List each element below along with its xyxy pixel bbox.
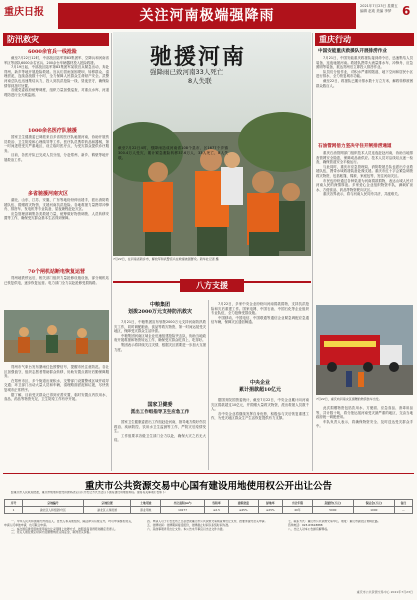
ad-table-header-row bbox=[5, 500, 413, 507]
ad-terms-2: 四、申请人可于公告发布之日起登录重庆市公共资源交易网查询出让文件，按要求提交竞买申请。 五、挂牌时间：挂牌期间接受报价，挂牌截止时间以系统时间为准。 六、其他事项详见出让文件。本公告未尽事宜以出让文件为准。 bbox=[147, 520, 268, 531]
right-photo-caption: 7月22日，重庆向河南灾区捐赠的物资装车出发。 bbox=[316, 397, 382, 401]
right-photo-trucks bbox=[316, 305, 413, 395]
right-subhead-2: 石油管网倍力坚决守住开闸排涝通道 bbox=[318, 144, 392, 149]
ad-terms-1: 一、中华人民共和国境内外的法人、自然人和其他组织，除法律另有规定外，均可申请参加竞买，申请人可单独申请，也可联合申请。 二、本次国有建设用地使用权出让采用网上挂牌方式，按照价高者得原则确定竞得人。 三、竞买人须在规定时间内足额缴纳竞买保证金，取得竞买资格。 bbox=[4, 520, 134, 535]
aid-body-2: 国家卫生健康委派出工作组赶赴河南，指导地方做好伤员救治、疾病防控、饮用水卫生监测等工作，严防灾后疫情发生。 工作组要求各级卫生部门全力以赴，确保大灾之后无大疫。 bbox=[114, 420, 206, 443]
ad-intro: 经重庆市人民政府批准，重庆市规划和自然资源局决定以公开出让方式出让以下国有建设用地使用权。现将有关事项公告如下： bbox=[11, 491, 168, 494]
aid-item-2-sub: 派出工作组指导卫生应急工作 bbox=[130, 410, 190, 415]
left-body-4: 郑州地铁停运后，相关部门组织力量抢修设施设备，部分闸机站已恢复供电，逐步恢复运营。电力部门全力以赴抢修受损线路。 bbox=[4, 276, 109, 285]
section-header-chongqing: 重庆行动 bbox=[315, 33, 414, 46]
main-headline: 驰援河南 bbox=[150, 44, 247, 70]
subheadline-line-2: 8人失联 bbox=[188, 77, 212, 85]
table-header-cell: 出让面积(m²) bbox=[161, 500, 205, 507]
left-body-1: 截至7月22日12时，中部战区陆军第83集团军、空降兵和河南省军区等部队6000余名官兵、200余台车辆器材投入抢险救援。 7月19日起，中部战区陆军第83集团军某旅官兵紧急出动，奔赴郑州、新乡等地开展抢险救援。官兵们冒雨加固堤坝、转移群众、清理淤泥，连续奋战数十小时，全力保障人民群众生命财产安全。武警河南总队也迅速集结兵力，投入到抗洪抢险一线，昼夜坚守，确保险情得到及时处置。 各级党委政府统筹调度，组织力量加强巡查，对重点水库、河道堤防进行全天候监测。 bbox=[4, 56, 109, 97]
right-body-2: 重庆石油管网部门组织技术人员连夜赶赴河南，协助当地排查管网安全隐患，保障成品油供应。技术人员对沿线站点逐一检查，确保管道安全平稳运行。 与此同时，重庆市应急管理局、消防救援总队也派出专业救援队伍，携带水域救援装备赴豫支援。重庆市红十字会紧急调拨救灾物资，包括帐篷、棉被、家庭包等，发往河南灾区。 市民也纷纷通过各种渠道为河南捐款捐物，表达山城人民对河南人民的深情厚谊。多家爱心企业组织物资车队，满载矿泉水、方便食品、药品等物资驶向灾区。 重庆各界表示，将与河南人民同舟共济，共渡难关。 bbox=[316, 151, 413, 197]
section-header-flood: 防汛救灾 bbox=[3, 33, 109, 46]
aid-item-1-title bbox=[120, 302, 200, 316]
right-subhead-1: 中国安能重庆救援队开展排涝作业 bbox=[318, 49, 387, 54]
table-cell: ≥25% bbox=[258, 507, 282, 514]
table-cell: 10277 bbox=[161, 507, 205, 514]
table-cell: ≤2.5 bbox=[205, 507, 229, 514]
table-header-cell: 宗地编号 bbox=[23, 500, 84, 507]
aid-item-2-title bbox=[120, 402, 200, 416]
main-lead: 截至7月22日4时，强降雨造成河南省108个县市、区1677个乡镇300.4万人受灾，累计紧急避险转移37.6万人，33人死亡，8人失联。 bbox=[118, 146, 228, 160]
right-body-1: 7月21日，中国安能重庆救援队接到命令后，迅速集结人员装备，连夜驰援河南。救援队携带大流量排水车、冲锋舟、应急照明等装备，抵达郑州后立即投入排涝作业。 队员们分组作业，对积水严重的隧道、地下空间和居民小区进行排水，全力恢复城市功能。 截至22日，救援队已累计排水数十万立方米，解救转移被困群众数百人。 bbox=[316, 56, 413, 88]
subheadline-line-1: 强降雨已致河南33人死亡 bbox=[150, 68, 224, 76]
aid-body-1: 7月21日，中粮集团宣布划拨2000万元支持河南防汛救灾工作，同时调配粮油、食品等救灾物资，第一时间运抵受灾地区，保障受灾群众生活所需。 中粮集团河南区域企业迅速组建抢险突击队，协助当地政府开展救援和物资转运工作，确保受灾群众吃得上、吃得好。 集团表示将持续关注灾情，根据灾区需要进一步加大支援力度。 bbox=[114, 320, 206, 352]
page-banner: 关注河南极端强降雨 bbox=[58, 3, 356, 29]
aid-item-1-sub: 划拨2000万元支持防汛救灾 bbox=[128, 309, 192, 315]
aid-trucks-illustration bbox=[316, 305, 413, 395]
ad-terms-3: 七、联系方式：重庆市公共资源交易中心，地址：重庆市渝北区青枫北路。 咨询电话：023-63618888 八、出让人对本公告拥有解释权。 bbox=[288, 520, 381, 531]
left-subhead-4: 70个闸机站断电恢复运营 bbox=[28, 269, 85, 275]
table-header-cell: 出让年限 bbox=[283, 500, 313, 507]
left-photo-rescue bbox=[4, 310, 109, 362]
aid-column-divider bbox=[208, 300, 209, 470]
table-header-cell: 序号 bbox=[5, 500, 23, 507]
aid-item-3-title bbox=[222, 380, 298, 394]
aid-body-3b: 据国务院国资委统计，截至7月22日，中央企业累计向河南灾区捐款超过10亿元，并捐赠大量救灾物资，派出救援人员数千人。 各中央企业将继续发挥自身优势，积极参与灾后恢复重建工作，为受灾地区群众生产生活恢复提供有力支撑。 bbox=[211, 398, 309, 421]
aid-body-3a: 7月22日，多家中央企业纷纷向河南捐款捐物，支持抗洪抢险和灾后重建工作。国家电网、中国石油、中国石化等企业组织专业队伍，全力抢修受损设施。 中国移动、中国电信、中国联通等通信企业紧急调配应急通信车辆，保障灾区通信畅通。 bbox=[211, 302, 309, 325]
table-header-cell: 宗地位置 bbox=[83, 500, 130, 507]
table-cell: ≤45% bbox=[228, 507, 258, 514]
masthead bbox=[0, 0, 417, 32]
left-body-5: 郑州市气象台发布暴雨红色预警信号，提醒市民注意防范。各社区加强值守，组织志愿者帮助群众转移，协助安置点做好后勤保障服务。 在郑州市区，多个街道出现积水，交警部门设置警戒区域并疏导交通；环卫部门出动大量人员和车辆，清理路面淤泥和垃圾，尽快恢复城市正常秩序。 据了解，目前受灾群众已得到妥善安置，临时安置点内饮用水、食品、药品等物资充足，卫生防疫工作有序开展。 bbox=[4, 365, 109, 402]
table-header-cell: 保证金(万元) bbox=[353, 500, 394, 507]
ad-top-rule bbox=[3, 473, 414, 474]
table-cell: 渝北区人和街道 bbox=[83, 507, 130, 514]
table-row bbox=[5, 507, 413, 514]
left-subhead-2: 1000余名医疗队驰援 bbox=[28, 128, 77, 134]
left-paragraph: 截至7月22日12时，中部战区陆军第83集团军、空降兵和河南省军区等部队6000余名官兵、200余台车辆器材投入抢险救援。 bbox=[4, 56, 109, 65]
aid-item-1-org: 中粮集团 bbox=[149, 302, 170, 308]
section-header-aid: 八方支援 bbox=[180, 279, 244, 292]
right-body-3: 此次捐赠物资包括饮用水、方便面、应急食品、消毒用品等，共计数十吨，将分批运抵河南受灾最严重的地区，交由当地政府统一调配使用。 车队负责人表示，将确保物资安全、及时送达受灾群众手中。 bbox=[316, 406, 413, 429]
ad-title: 重庆市公共资源交易中心国有建设用地使用权公开出让公告 bbox=[84, 481, 332, 492]
table-header-cell: 备注 bbox=[394, 500, 412, 507]
table-cell: 1000 bbox=[353, 507, 394, 514]
aid-item-2-org: 国家卫健委 bbox=[147, 402, 173, 408]
table-header-cell: 建筑密度 bbox=[228, 500, 258, 507]
main-photo-caption: 7月22日，在河南省新乡市，解放军和武警官兵在救援被困群众。新华社记者 摄 bbox=[113, 257, 219, 261]
left-subhead-3: 多省驰援河南灾区 bbox=[28, 191, 69, 197]
left-subhead-1: 6000余官兵一线抢险 bbox=[28, 49, 77, 55]
table-cell: 40年 bbox=[283, 507, 313, 514]
column-divider-left bbox=[111, 33, 112, 471]
aid-item-3-org: 中央企业 bbox=[249, 380, 270, 386]
issue-date: 2021年7月23日 星期五 bbox=[360, 4, 398, 8]
newspaper-logo: 重庆日报 bbox=[4, 7, 44, 18]
table-cell: 渝北区人和组团I分区 bbox=[23, 507, 84, 514]
main-subheadline bbox=[150, 68, 223, 86]
table-cell: 1 bbox=[5, 507, 23, 514]
rescue-photo-illustration bbox=[4, 310, 109, 362]
aid-item-3-sub: 累计捐款超10亿元 bbox=[239, 387, 281, 393]
ad-footer: 重庆市公共资源交易中心 2021年7月23日 bbox=[356, 590, 413, 594]
table-cell: 商业用地 bbox=[131, 507, 161, 514]
page-number: 6 bbox=[402, 4, 411, 18]
column-divider-right bbox=[312, 33, 313, 471]
issue-editor: 编辑 赵欢 美编 李梦 bbox=[360, 9, 392, 13]
left-body-2: 国家卫生健康委已调派来自多省的医疗队驰援河南，协助开展伤员救治、卫生防疫和心理疏导等工作。医疗队员携带药品和器械，第一时间进驻受灾严重地区，设立临时医疗点，为受灾群众提供诊疗服务。 目前，各医疗队已完成人员分组，分赴郑州、新乡、鹤壁等地开展救治工作。 bbox=[4, 135, 109, 162]
table-header-cell: 容积率 bbox=[205, 500, 229, 507]
left-body-3: 湖北、山东、江苏、安徽、广东等地纷纷伸出援手，派出消防救援队伍、捐赠救灾物资，支援河南抗洪抢险。各地救援力量携带冲锋舟、排涝车、发电机等专业装备，星夜兼程赶赴灾区。 应急管理部调集各类救援力量，统筹做好物资调拨、人员转移安置等工作，确保受灾群众基本生活得到保障。 bbox=[4, 198, 109, 221]
ad-land-table bbox=[4, 499, 413, 514]
table-header-cell: 绿地率 bbox=[258, 500, 282, 507]
table-header-cell: 起始价(万元) bbox=[312, 500, 353, 507]
table-header-cell: 土地用途 bbox=[131, 500, 161, 507]
table-cell: — bbox=[394, 507, 412, 514]
table-cell: 5000 bbox=[312, 507, 353, 514]
